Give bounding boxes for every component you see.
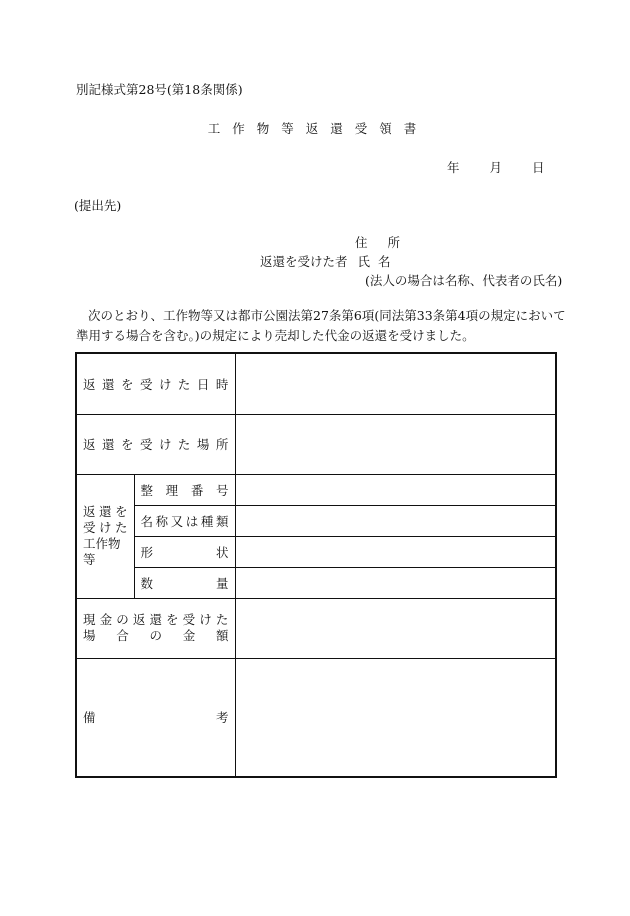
label-cash-amount — [76, 598, 235, 658]
spread-label: 返 還 を 受 け た 場 所 — [83, 437, 229, 452]
name-label: 氏名 — [357, 254, 399, 269]
label-return-datetime — [76, 353, 235, 414]
document-title: 工作物等返還受領書 — [207, 121, 429, 136]
value-cash-amount[interactable] — [235, 598, 556, 658]
address-label: 住 所 — [355, 235, 408, 250]
row-shape — [76, 536, 556, 567]
label-serial-number — [134, 474, 235, 505]
date-year: 年 — [447, 160, 460, 175]
value-shape[interactable] — [235, 536, 556, 567]
date-month: 月 — [489, 160, 502, 175]
row-return-datetime — [76, 353, 556, 414]
value-remarks[interactable] — [235, 658, 556, 777]
value-return-datetime[interactable] — [235, 353, 556, 414]
recipient-name-line — [260, 256, 399, 269]
value-return-place[interactable] — [235, 414, 556, 474]
date-line — [447, 162, 544, 175]
date-day: 日 — [531, 160, 545, 175]
row-quantity — [76, 567, 556, 598]
spread-label: 現 金 の 返 還 を 受 け た — [83, 612, 229, 627]
body-paragraph: 次のとおり、工作物等又は都市公園法第27条第6項(同法第33条第4項の規定において準用する場合を含む。)の規定により売却した代金の返還を受けました。 — [76, 308, 566, 343]
corporation-note: (法人の場合は名称、代表者の氏名) — [365, 273, 563, 288]
label-shape — [134, 536, 235, 567]
label-remarks — [76, 658, 235, 777]
row-cash-amount — [76, 598, 556, 658]
spread-label: 名 称 又 は 種 類 — [140, 513, 229, 529]
spread-label: 数 量 — [140, 575, 229, 591]
spread-label: 形 状 — [140, 544, 229, 560]
value-quantity[interactable] — [235, 567, 556, 598]
value-serial-number[interactable] — [235, 474, 556, 505]
row-serial-number — [76, 474, 556, 505]
label-quantity — [134, 567, 235, 598]
return-receipt-table — [75, 352, 557, 778]
form-number: 別記様式第28号(第18条関係) — [76, 82, 243, 97]
recipient-label: 返還を受けた者 — [260, 254, 348, 269]
spread-label: 備 考 — [83, 710, 229, 726]
spread-label: 返 還 を — [83, 504, 128, 519]
value-name-or-type[interactable] — [235, 505, 556, 536]
group-label-line3: 工作物等 — [83, 536, 121, 567]
submit-to-label: (提出先) — [74, 198, 122, 213]
label-name-or-type — [134, 505, 235, 536]
spread-label: 返 還 を 受 け た 日 時 — [83, 376, 229, 392]
spread-label: 整 理 番 号 — [140, 482, 229, 498]
row-remarks — [76, 658, 556, 777]
spread-label: 場 合 の 金 額 — [83, 628, 229, 643]
row-return-place — [76, 414, 556, 474]
label-returned-items-group — [76, 474, 134, 598]
row-name-or-type — [76, 505, 556, 536]
spread-label: 受 け た — [83, 520, 128, 535]
label-return-place — [76, 414, 235, 474]
